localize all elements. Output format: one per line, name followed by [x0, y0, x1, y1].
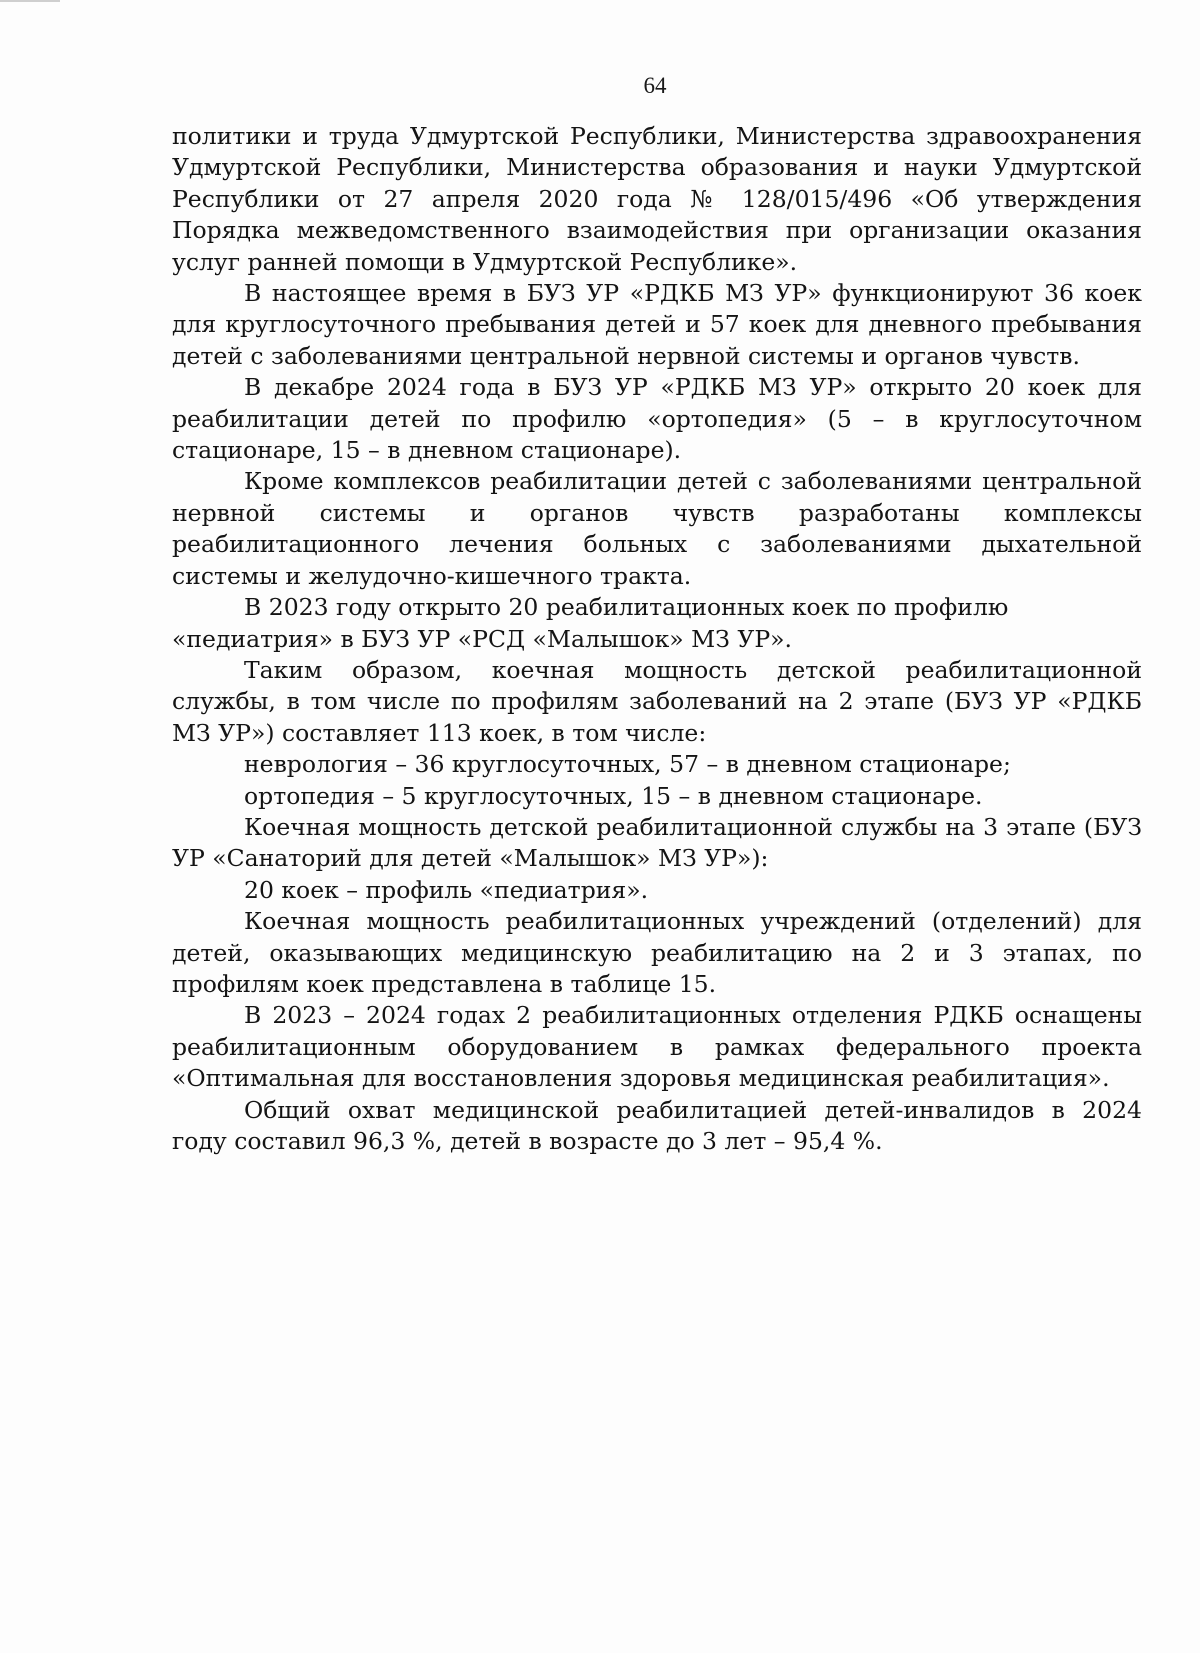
paragraph-equipment: В 2023 – 2024 годах 2 реабилитационных отделения РДКБ оснащены реабилитационным оборудованием в рамках федерального проекта «Оптимальная для восстановления здоровья медицинская реабилитация».: [172, 1001, 1142, 1093]
document-body: [172, 121, 1142, 1157]
paragraph-table-reference: Коечная мощность реабилитационных учреждений (отделений) для детей, оказывающих медицинскую реабилитацию на 2 и 3 этапах, по профилям коек представлена в таблице 15.: [172, 907, 1142, 998]
page-number: 64: [643, 73, 667, 98]
paragraph-pediatrics-2023: В 2023 году открыто 20 реабилитационных коек по профилю «педиатрия» в БУЗ УР «РСД «Малышок» МЗ УР».: [172, 593, 1009, 653]
paragraph-coverage: Общий охват медицинской реабилитацией детей-инвалидов в 2024 году составил 96,3 %, детей в возрасте до 3 лет – 95,4 %.: [172, 1095, 1142, 1155]
paragraph-rehab-complexes: Кроме комплексов реабилитации детей с заболеваниями центральной нервной системы и органов чувств разработаны комплексы реабилитационного лечения больных с заболеваниями дыхательной системы и желудочно-кишечного тракта.: [172, 467, 1142, 590]
paragraph-orthopedics-december: В декабре 2024 года в БУЗ УР «РДКБ МЗ УР» открыто 20 коек для реабилитации детей по профилю «ортопедия» (5 – в круглосуточном стационаре, 15 – в дневном стационаре).: [172, 373, 1142, 465]
list-item-neurology: неврология – 36 круглосуточных, 57 – в дневном стационаре;: [244, 750, 1011, 779]
paragraph-capacity-stage2: Таким образом, коечная мощность детской реабилитационной службы, в том числе по профилям заболеваний на 2 этапе (БУЗ УР «РДКБ МЗ УР») составляет 113 коек, в том числе:: [172, 655, 1142, 747]
paragraph-capacity-stage3: Коечная мощность детской реабилитационной службы на 3 этапе (БУЗ УР «Санаторий для детей «Малышок» МЗ УР»):: [172, 812, 1142, 873]
list-item-orthopedics: ортопедия – 5 круглосуточных, 15 – в дневном стационаре.: [244, 781, 983, 810]
paragraph-beds-current: В настоящее время в БУЗ УР «РДКБ МЗ УР» функционируют 36 коек для круглосуточного пребывания детей и 57 коек для дневного пребывания детей с заболеваниями центральной нервной системы и органов чувств.: [172, 279, 1142, 370]
list-item-pediatrics: 20 коек – профиль «педиатрия».: [244, 875, 649, 904]
paragraph-continuation: политики и труда Удмуртской Республики, Министерства здравоохранения Удмуртской Республики, Министерства образования и науки Удмуртской Республики от 27 апреля 2020 года № 128/015/496 «Об утверждения Порядка межведомственного взаимодействия при организации оказания услуг ранней помощи в Удмуртской Республике».: [172, 122, 1142, 276]
scan-artifact: [0, 0, 60, 2]
